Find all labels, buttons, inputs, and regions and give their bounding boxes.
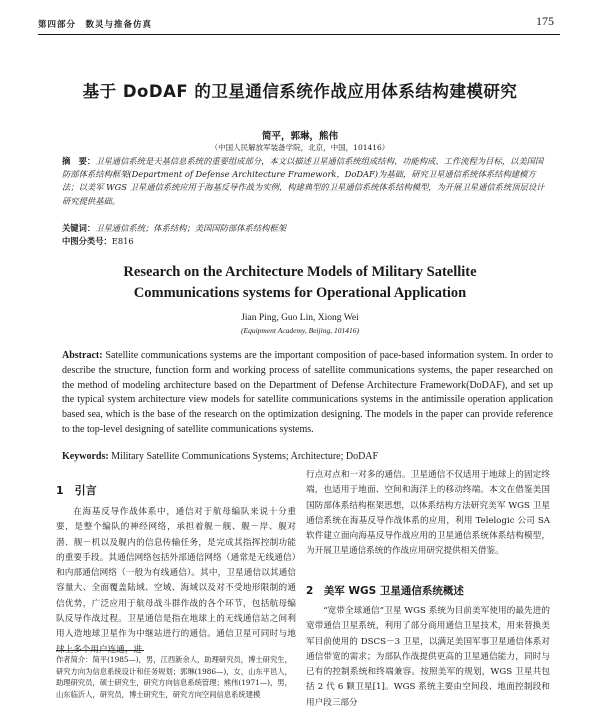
chinese-title: 基于 DoDAF 的卫星通信系统作战应用体系结构建模研究 [82, 82, 518, 101]
right-column-text [306, 468, 550, 560]
page-number: 175 [536, 14, 554, 28]
english-keywords-label: Keywords: [62, 451, 109, 462]
chinese-keywords-label: 关键词： [62, 223, 96, 233]
running-head: 第四部分 数灵与推备仿真 [38, 20, 153, 30]
english-abstract [62, 349, 553, 438]
chinese-abstract [62, 155, 550, 208]
left-paragraph: 在海基反导作战体系中，通信对于航母编队来说十分重要，是整个编队的神经网络，承担着舰－舰、舰－岸、舰对潜、舰－机以及舰内的信息传输任务，是完成其指挥控制功能的重要手段。其通信网络包括外部通信网络（通常是无线通信）和内部通信网络（一般为有线通信）。其中，卫星通信以其通信容量大、全面覆盖陆域、空域、海域以及对不受地形限制的通信优势，广泛应用于航母战斗群作战的各个环节，包括航母编队反导作战过程。卫星通信是指在地球上的无线通信站之间利用人造地球卫星作为中继站进行的通信。通信卫星可同时与地球上多个用户连通，进 [56, 507, 296, 655]
english-title-line-2: Communications systems for Operational Application [133, 285, 467, 301]
chinese-abstract-text: 卫星通信系统是天基信息系统的重要组成部分，本文以描述卫星通信系统组成结构、功能构成、工作流程为目标，以美国国防部体系结构框架(Department of Defense Architecture Framework，DoDAF)为基础，研究卫星通信系统体系结构建模方法；以美军 WGS 卫星通信系统应用于海基反导作战为实例，构建典型的卫星通信系统体系结构模型，为开展卫星通信系统顶层设计研究提供基础。 [62, 156, 545, 206]
english-keywords-text: Military Satellite Communications Systems; Architecture; DoDAF [108, 451, 379, 462]
right-paragraph-2: “宽带全球通信”卫星 WGS 系统为目前美军使用的最先进的宽带通信卫星系统，利用了部分商用通信卫星技术，用来替换美军目前使用的 DSCS－3 卫星，以满足美国军事卫星通信体系对通信带宽的需求；为部队作战提供更高的卫星通信能力，同时与已有的控制系统和终端兼容。按照美军的规划，WGS 卫星共包括 2 代 6 颗卫星[1]。WGS 系统主要由空间段、地面控制段和用户段三部分 [306, 606, 550, 708]
footnote-rule [56, 650, 144, 651]
classification-label: 中图分类号： [62, 236, 112, 246]
author-footnote: 作者简介：简平(1985—)，男，江西新余人，助理研究员，博士研究生，研究方向为信息系统设计和任务规划；郭琳(1986—)，女，山东平邑人，助理研究员，硕士研究生，研究方向信息系统管理；熊伟(1971—)，男，山东临沂人，研究员，博士研究生，研究方向空间信息系统建模 [56, 655, 292, 699]
english-affiliation: (Equipment Academy, Beijing, 101416) [241, 326, 359, 335]
english-abstract-text: Satellite communications systems are the important composition of pace-based information system. In order to describe the structure, function form and working process of satellite communications systems, the paper researched on the method of modeling architecture based on the Department of Defense Architecture Framework(DoDAF), and set up the typical system architecture view models for satellite communications systems in the antimissile operation application based sea, which is the base of the research on the optimization designing. The models in the paper can provide reference to the top-level designing of satellite communications systems. [62, 350, 553, 435]
chinese-affiliation: （中国人民解放军装备学院，北京，中国，101416） [210, 143, 390, 152]
section-2-heading: 2 美军 WGS 卫星通信系统概述 [306, 585, 464, 597]
english-keywords [62, 451, 553, 462]
english-abstract-label: Abstract: [62, 350, 103, 361]
english-title-line-1: Research on the Architecture Models of Military Satellite [123, 264, 477, 280]
chinese-keywords-text: 卫星通信系统；体系结构；美国国防部体系结构框架 [95, 223, 287, 233]
chinese-abstract-label: 摘 要： [62, 156, 96, 166]
left-column-text [56, 505, 296, 658]
chinese-authors: 简平，郭琳，熊伟 [261, 131, 338, 142]
header-rule [38, 34, 560, 35]
classification-text: E816 [111, 236, 134, 246]
classification-number [62, 235, 550, 247]
chinese-keywords [62, 222, 550, 234]
english-title [0, 262, 600, 304]
section-1-heading: 1 引言 [56, 484, 97, 497]
right-paragraph: 行点对点和一对多的通信。卫星通信不仅适用于地球上的固定终端，也适用于地面、空间和海洋上的移动终端。本文在借鉴美国国防部体系结构框架思想，以体系结构方法研究美军 WGS 卫星通信系统在海基反导作战体系的应用，利用 Telelogic 公司 SA 软件建立面向海基反导作战应用的卫星通信系统体系结构模型，为开展卫星通信系统的作战应用研究提供相关借鉴。 [306, 470, 550, 557]
english-authors: Jian Ping, Guo Lin, Xiong Wei [241, 313, 359, 323]
